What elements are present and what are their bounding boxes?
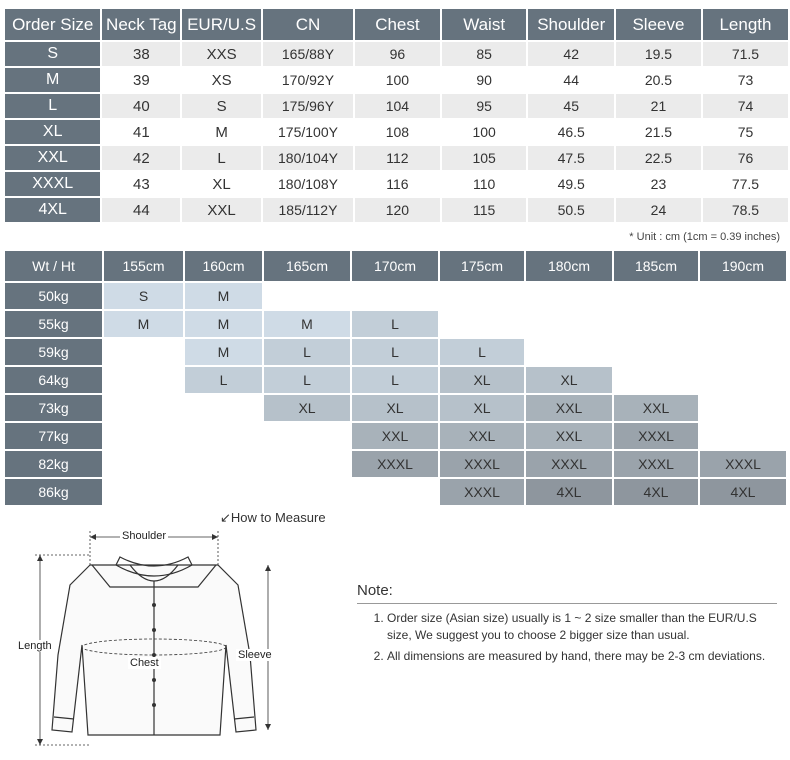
recommended-size-cell (264, 451, 350, 477)
size-row (5, 198, 788, 222)
size-row (5, 94, 788, 118)
size-cell: 73 (737, 72, 754, 88)
how-to-measure-title: ↙How to Measure (220, 510, 326, 525)
size-cell: 24 (616, 198, 701, 222)
recommended-size-cell: 4XL (526, 479, 612, 505)
size-cell: 71.5 (703, 42, 788, 66)
size-cell: 21 (616, 94, 701, 118)
size-row-label: S (5, 42, 100, 66)
size-cell: 115 (442, 198, 527, 222)
weight-row (5, 479, 786, 505)
size-cell: 108 (385, 124, 410, 140)
size-cell: 170/92Y (281, 72, 335, 88)
weight-label: 50kg (5, 283, 102, 309)
recommended-size-cell (700, 367, 786, 393)
recommended-size-cell: XL (526, 367, 612, 393)
recommended-size-cell: XL (440, 395, 524, 421)
header-neck-tag: Neck Tag (102, 9, 180, 40)
size-cell: L (182, 146, 261, 170)
size-cell: 105 (442, 146, 527, 170)
weight-row (5, 311, 786, 337)
size-cell: 175/100Y (278, 124, 338, 140)
size-chart-header-row (5, 9, 788, 40)
size-cell: 75 (737, 124, 754, 140)
weight-label: 82kg (5, 451, 102, 477)
header-height: 160cm (185, 251, 262, 281)
size-cell: 165/88Y (263, 42, 353, 66)
size-cell: 41 (132, 123, 150, 141)
weight-height-header-row (5, 251, 786, 281)
header-wt-ht: Wt / Ht (5, 251, 102, 281)
recommended-size-cell (185, 423, 262, 449)
size-chart-table (3, 7, 790, 224)
recommended-size-cell (264, 479, 350, 505)
weight-row (5, 423, 786, 449)
recommended-size-cell: L (352, 367, 438, 393)
size-cell: 20.5 (644, 72, 673, 88)
header-height: 165cm (264, 251, 350, 281)
size-cell: 38 (102, 42, 180, 66)
size-cell: XS (211, 71, 232, 89)
size-cell: 76 (703, 146, 788, 170)
size-cell: 116 (386, 176, 409, 192)
size-cell: 23 (650, 176, 667, 192)
recommended-size-cell: XXL (352, 423, 438, 449)
size-cell: XXL (182, 198, 261, 222)
weight-label: 77kg (5, 423, 102, 449)
recommended-size-cell (614, 311, 698, 337)
recommended-size-cell: M (185, 283, 262, 309)
recommended-size-cell (614, 283, 698, 309)
size-cell: 43 (132, 175, 150, 193)
size-cell: 22.5 (616, 146, 701, 170)
recommended-size-cell (700, 283, 786, 309)
weight-label: 55kg (5, 311, 102, 337)
recommended-size-cell (614, 367, 698, 393)
header-height: 190cm (700, 251, 786, 281)
recommended-size-cell (104, 367, 183, 393)
header-height: 185cm (614, 251, 698, 281)
recommended-size-cell (104, 395, 183, 421)
header-sleeve: Sleeve (616, 9, 701, 40)
size-row-label: M (5, 68, 100, 92)
recommended-size-cell: XXXL (700, 451, 786, 477)
size-cell: 47.5 (528, 146, 613, 170)
recommended-size-cell (185, 451, 262, 477)
recommended-size-cell: L (440, 339, 524, 365)
size-row (5, 120, 788, 144)
recommended-size-cell (526, 311, 612, 337)
recommended-size-cell: M (104, 311, 183, 337)
size-cell: 90 (476, 72, 492, 88)
recommended-size-cell (352, 479, 438, 505)
recommended-size-cell (104, 423, 183, 449)
size-row (5, 146, 788, 170)
header-waist: Waist (442, 9, 527, 40)
recommended-size-cell: XL (440, 367, 524, 393)
size-cell: 180/108Y (278, 176, 338, 192)
weight-row (5, 367, 786, 393)
shirt-measure-diagram (10, 525, 340, 755)
recommended-size-cell: XXL (614, 395, 698, 421)
size-cell: 21.5 (644, 124, 673, 140)
recommended-size-cell: L (264, 339, 350, 365)
size-cell: 77.5 (731, 176, 760, 192)
size-cell: 185/112Y (263, 198, 353, 222)
length-label: Length (18, 640, 52, 652)
weight-label: 59kg (5, 339, 102, 365)
size-cell: 95 (442, 94, 527, 118)
recommended-size-cell (440, 311, 524, 337)
recommended-size-cell: XXXL (440, 479, 524, 505)
weight-row (5, 451, 786, 477)
size-cell: 112 (355, 146, 440, 170)
recommended-size-cell: XL (264, 395, 350, 421)
size-cell: 42 (102, 146, 180, 170)
note-section (357, 582, 777, 669)
recommended-size-cell (104, 339, 183, 365)
size-cell: 44 (563, 72, 579, 88)
size-cell: 78.5 (703, 198, 788, 222)
weight-label: 86kg (5, 479, 102, 505)
header-eur-us: EUR/U.S (182, 9, 261, 40)
size-cell: 39 (132, 71, 150, 89)
size-row (5, 68, 788, 92)
recommended-size-cell (264, 423, 350, 449)
unit-note: * Unit : cm (1cm = 0.39 inches) (629, 231, 780, 243)
recommended-size-cell (526, 339, 612, 365)
weight-row (5, 283, 786, 309)
size-cell: 104 (355, 94, 440, 118)
header-length: Length (703, 9, 788, 40)
size-cell: 110 (472, 176, 496, 192)
size-row-label: L (5, 94, 100, 118)
size-cell: XL (212, 175, 231, 193)
recommended-size-cell: L (352, 311, 438, 337)
recommended-size-cell: XL (352, 395, 438, 421)
size-cell: 19.5 (616, 42, 701, 66)
chest-label: Chest (130, 657, 159, 669)
recommended-size-cell (104, 451, 183, 477)
header-cn: CN (263, 9, 353, 40)
size-row (5, 42, 788, 66)
weight-row (5, 395, 786, 421)
shoulder-label: Shoulder (122, 530, 167, 542)
recommended-size-cell: M (185, 339, 262, 365)
size-row-label: XXL (5, 146, 100, 170)
recommended-size-cell: S (104, 283, 183, 309)
size-cell: 40 (102, 94, 180, 118)
size-cell: 100 (472, 124, 496, 140)
header-height: 180cm (526, 251, 612, 281)
sleeve-label: Sleeve (238, 649, 272, 661)
size-cell: 100 (385, 72, 410, 88)
weight-row (5, 339, 786, 365)
recommended-size-cell (440, 283, 524, 309)
recommended-size-cell (264, 283, 350, 309)
size-cell: 44 (102, 198, 180, 222)
size-cell: 45 (528, 94, 613, 118)
weight-label: 73kg (5, 395, 102, 421)
recommended-size-cell: L (352, 339, 438, 365)
recommended-size-cell (700, 395, 786, 421)
recommended-size-cell: M (185, 311, 262, 337)
size-cell: 120 (355, 198, 440, 222)
header-chest: Chest (355, 9, 440, 40)
recommended-size-cell: M (264, 311, 350, 337)
shirt-outline-icon (10, 525, 340, 755)
header-height: 155cm (104, 251, 183, 281)
recommended-size-cell (185, 479, 262, 505)
size-cell: M (215, 123, 228, 141)
size-cell: 49.5 (557, 176, 585, 192)
recommended-size-cell (104, 479, 183, 505)
recommended-size-cell (185, 395, 262, 421)
header-shoulder: Shoulder (528, 9, 613, 40)
recommended-size-cell: XXL (440, 423, 524, 449)
size-row-label: XL (5, 120, 100, 144)
header-height: 170cm (352, 251, 438, 281)
recommended-size-cell: XXL (526, 423, 612, 449)
note-list (357, 610, 777, 665)
weight-height-table (3, 249, 788, 507)
recommended-size-cell: XXL (526, 395, 612, 421)
recommended-size-cell (700, 311, 786, 337)
size-cell: 96 (355, 42, 440, 66)
recommended-size-cell (614, 339, 698, 365)
header-height: 175cm (440, 251, 524, 281)
size-row (5, 172, 788, 196)
recommended-size-cell: L (185, 367, 262, 393)
size-row-label: XXXL (5, 172, 100, 196)
size-cell: 180/104Y (263, 146, 353, 170)
recommended-size-cell: L (264, 367, 350, 393)
size-cell: 175/96Y (263, 94, 353, 118)
note-item: 1. Order size (Asian size) usually is 1 ~ 2 size smaller than the EUR/U.S size, We suggest you to choose 2 bigger size than usual. (387, 610, 777, 644)
header-order-size: Order Size (5, 9, 100, 40)
size-cell: XXS (182, 42, 261, 66)
note-title: Note: (357, 582, 777, 604)
size-cell: S (182, 94, 261, 118)
recommended-size-cell: XXXL (440, 451, 524, 477)
recommended-size-cell: XXXL (526, 451, 612, 477)
recommended-size-cell: XXXL (352, 451, 438, 477)
size-cell: 50.5 (528, 198, 613, 222)
size-cell: 46.5 (557, 124, 585, 140)
size-cell: 74 (703, 94, 788, 118)
recommended-size-cell: 4XL (700, 479, 786, 505)
recommended-size-cell: 4XL (614, 479, 698, 505)
recommended-size-cell (700, 339, 786, 365)
recommended-size-cell (526, 283, 612, 309)
note-item: 2. All dimensions are measured by hand, there may be 2-3 cm deviations. (387, 648, 777, 665)
size-cell: 85 (442, 42, 527, 66)
recommended-size-cell: XXXL (614, 451, 698, 477)
size-row-label: 4XL (5, 198, 100, 222)
size-cell: 42 (528, 42, 613, 66)
recommended-size-cell (700, 423, 786, 449)
recommended-size-cell: XXXL (614, 423, 698, 449)
weight-label: 64kg (5, 367, 102, 393)
recommended-size-cell (352, 283, 438, 309)
